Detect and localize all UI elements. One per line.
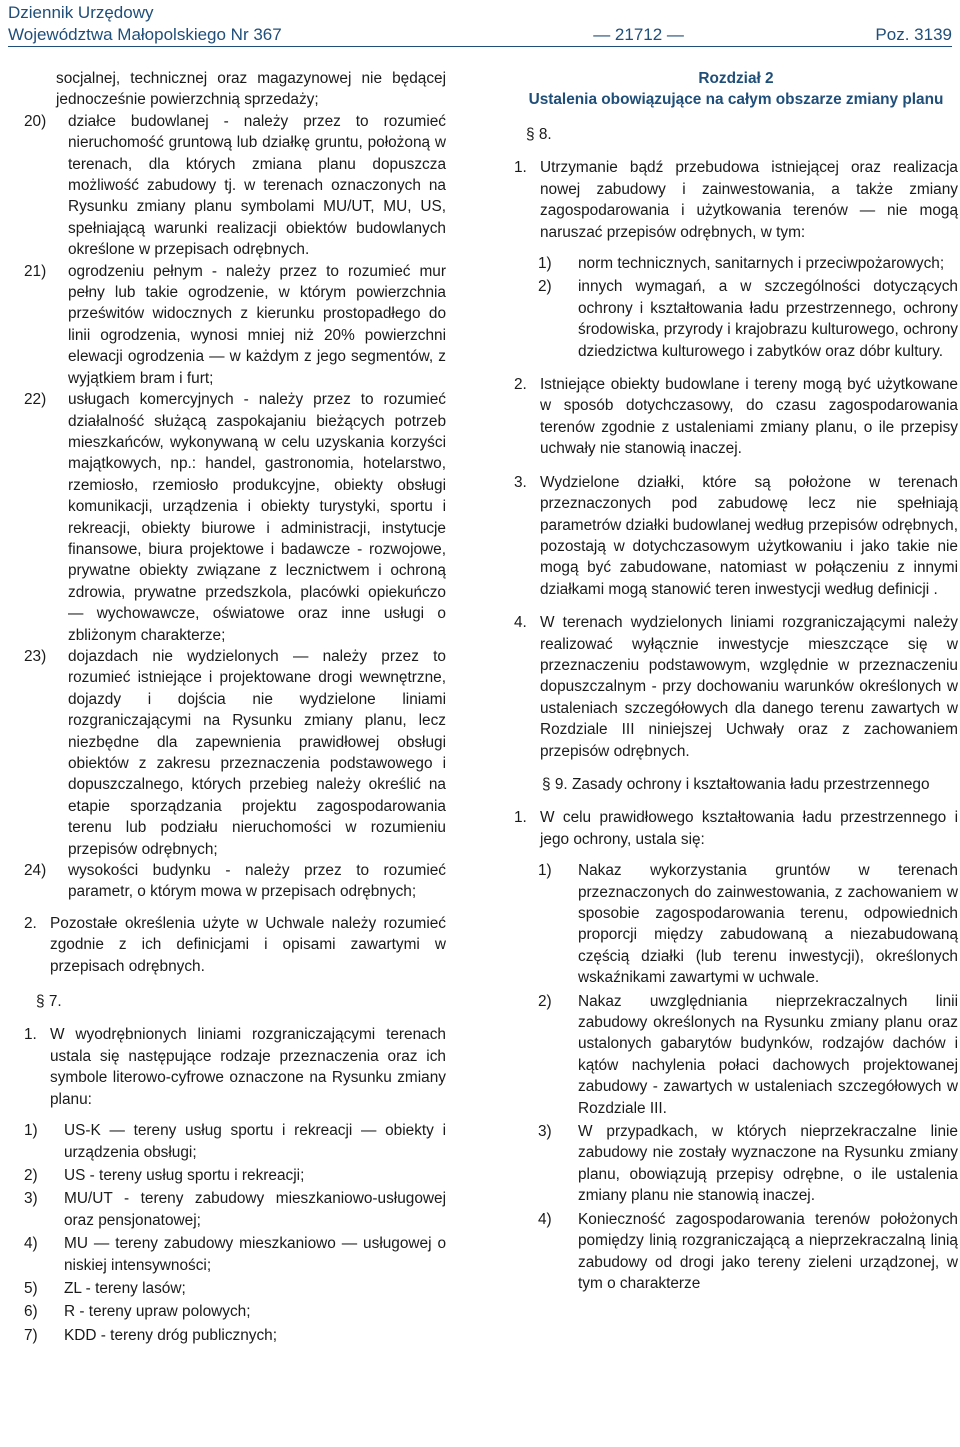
paragraph-number: 1. xyxy=(514,809,527,827)
paragraph-number: 4. xyxy=(514,614,527,632)
list-item xyxy=(538,276,958,362)
list-item xyxy=(24,1301,446,1322)
list-item-text: KDD - tereny dróg publicznych; xyxy=(64,1326,277,1344)
chapter-title: Rozdział 2 xyxy=(698,70,774,87)
left-column xyxy=(24,68,446,1346)
zones-list xyxy=(24,1120,446,1346)
list-item-text: Nakaz uwzględniania nieprzekraczalnych linii zabudowy określonych na Rysunku zmiany planu oraz ustalonych gabarytów budynków, rodzajów dachów i kątów nachylenia połaci dachowych projektowanej zabudowy - zawartych w ustaleniach szczegółowych w Rozdziale III. xyxy=(578,992,958,1117)
list-item-text: innych wymagań, a w szczególności dotyczących ochrony i kształtowania ładu przestrzennego, ochrony środowiska, przyrody i krajobrazu kulturowego, ochrony dziedzictwa kulturowego i zabytków oraz dóbr kultury. xyxy=(578,278,958,360)
position-number: Poz. 3139 xyxy=(875,25,952,44)
list-item xyxy=(538,860,958,988)
paragraph-number: 1. xyxy=(514,159,527,177)
page-number: — 21712 — xyxy=(593,25,684,44)
list-item-number: 5) xyxy=(24,1279,38,1297)
list-item xyxy=(24,1165,446,1186)
spacer xyxy=(24,1110,446,1118)
list-item-text: R - tereny upraw polowych; xyxy=(64,1303,251,1321)
list-item-text: norm technicznych, sanitarnych i przeciwpożarowych; xyxy=(578,255,945,273)
list-item xyxy=(24,261,446,389)
list-item-text: MU/UT - tereny zabudowy mieszkaniowo-usługowej oraz pensjonatowej; xyxy=(64,1190,446,1229)
list-item-number: 24) xyxy=(24,862,47,880)
paragraph-8-1 xyxy=(514,157,958,243)
paragraph-8-3 xyxy=(514,472,958,600)
list-item xyxy=(24,1233,446,1276)
paragraph-number: 2. xyxy=(24,914,37,932)
paragraph-9-1 xyxy=(514,807,958,850)
list-item-text: wysokości budynku - należy przez to rozumieć parametr, o którym mowa w przepisach odrębnych; xyxy=(68,862,446,901)
header-row xyxy=(8,24,952,46)
spacer xyxy=(514,600,958,608)
list-item xyxy=(24,860,446,903)
definitions-list xyxy=(24,111,446,903)
list-item-number: 2) xyxy=(24,1166,38,1184)
spacer xyxy=(514,795,958,803)
paragraph-number: 2. xyxy=(514,376,527,394)
list-item-text: MU — tereny zabudowy mieszkaniowo — usługowej o niskiej intensywności; xyxy=(64,1235,446,1274)
list-item-text: dojazdach nie wydzielonych — należy przez to rozumieć istniejące i projektowane drogi wewnętrzne, dojazdy i dojścia nie wydzielone liniami rozgraniczającymi na Rysunku zmiany planu, lecz niezbędne dla zapewnienia prawidłowej obsługi obiektów z zakresu przeznaczenia podstawowego i dopuszczalnego, których przebieg należy określić na etapie sporządzania projektu zagospodarowania terenu lub podziału nieruchomości w rozumieniu przepisów odrębnych; xyxy=(68,647,446,858)
paragraph-text: W celu prawidłowego kształtowania ładu przestrzennego i jego ochrony, ustala się: xyxy=(540,809,958,848)
paragraph-number: 1. xyxy=(24,1026,37,1044)
list-item xyxy=(538,1209,958,1295)
list-item xyxy=(24,1325,446,1346)
list-item-number: 1) xyxy=(538,255,552,273)
paragraph-text: W terenach wydzielonych liniami rozgraniczającymi należy realizować wyłącznie inwestycje mieszczące się w przeznaczeniu podstawowym, względnie w przeznaczeniu dopuszczalnym - przy dochowaniu warunków określonych w ustaleniach szczegółowych dla danego terenu zawartych w Rozdziale III niniejszej Uchwały oraz z zachowaniem przepisów odrębnych. xyxy=(540,614,958,760)
spacer xyxy=(514,243,958,251)
paragraph-number: 3. xyxy=(514,473,527,491)
chapter-subtitle: Ustalenia obowiązujące na całym obszarze zmiany planu xyxy=(528,91,944,108)
list-item-number: 23) xyxy=(24,647,47,665)
list-item-number: 1) xyxy=(24,1122,38,1140)
list-item-text: ogrodzeniu pełnym - należy przez to rozumieć mur pełny lub takie ogrodzenie, w którym powierzchnia prześwitów widocznych z kierunku prostopadłego do linii ogrodzenia, wynosi mniej niż 20% powierzchni elewacji ogrodzenia — w każdym z jego segmentów, z wyjątkiem bram i furt; xyxy=(68,262,446,387)
list-item xyxy=(24,1278,446,1299)
list-item-number: 1) xyxy=(538,862,552,880)
list-item-text: działce budowlanej - należy przez to rozumieć nieruchomość gruntową lub działkę gruntu, położoną w terenach, dla których zmiana planu dopuszcza możliwość zabudowy tj. w terenach oznaczonych na Rysunku zmiany planu symbolami MU/UT, MU, US, spełniającą warunki realizacji obiektów budowlanych określone w przepisach odrębnych. xyxy=(68,112,446,259)
list-item-number: 20) xyxy=(24,112,47,130)
spacer xyxy=(514,362,958,370)
paragraph-text: Utrzymanie bądź przebudowa istniejącej oraz realizacja nowej zabudowy i zainwestowania, a także zmiany zagospodarowania i użytkowania terenów — nie mogą naruszać przepisów odrębnych, w tym: xyxy=(540,159,958,241)
paragraph-text: Wydzielone działki, które są położone w terenach przeznaczonych pod zabudowę lecz nie spełniają parametrów działki budowlanej według przepisów odrębnych, pozostają w dotychczasowym użytkowaniu i jako takie nie mogą być zabudowane, natomiast w połączeniu z innymi działkami mogą stanowić teren inwestycji według definicji . xyxy=(540,473,958,598)
list-item xyxy=(24,646,446,860)
journal-title: Dziennik Urzędowy xyxy=(8,3,154,22)
list-item-text: Konieczność zagospodarowania terenów położonych pomiędzy linią rozgraniczającą a nieprzekraczalną linią zabudowy od drogi jako tereny zieleni urządzonej, w tym o charakterze xyxy=(578,1210,958,1292)
paragraph-text: Pozostałe określenia użyte w Uchwale należy rozumieć zgodnie z ich definicjami i opisami zawartymi w przepisach odrębnych. xyxy=(50,914,446,975)
paragraph-9-1-list xyxy=(538,860,958,1294)
paragraph-text: Istniejące obiekty budowlane i tereny mogą być użytkowane w sposób dotychczasowy, do czasu zagospodarowania terenów zgodnie z ustaleniami zmiany planu, o ile przepisy uchwały nie stanowią inaczej. xyxy=(540,376,958,458)
list-item-number: 2) xyxy=(538,992,552,1010)
list-item-number: 3) xyxy=(24,1190,38,1208)
section-7-mark: § 7. xyxy=(36,993,62,1011)
list-item xyxy=(538,991,958,1119)
list-item-number: 3) xyxy=(538,1123,552,1141)
list-item-text: usługach komercyjnych - należy przez to rozumieć działalność służącą zaspokajaniu bieżących potrzeb mieszkańców, wykonywaną w celu uzyskania korzyści majątkowych, np.: handel, gastronomia, hotelarstwo, rzemiosło, rzemiosło produkcyjne, obiekty obsługi komunikacji, urządzenia i obiekty turystyki, sportu i rekreacji, obiekty biurowe i administracji, instytucje finansowe, biura projektowe i badawcze - rozwojowe, prywatne obiekty związane z lecznictwem i ochroną zdrowia, prywatne przedszkola, placówki opiekuńczo — wychowawcze, oświatowe oraz inne usługi o zbliżonym charakterze; xyxy=(68,391,446,644)
section-9-heading: § 9. Zasady ochrony i kształtowania ładu przestrzennego xyxy=(542,775,930,793)
list-item xyxy=(538,253,958,274)
list-item xyxy=(24,1120,446,1163)
list-item xyxy=(24,1188,446,1231)
list-item-number: 4) xyxy=(24,1235,38,1253)
header-rule xyxy=(8,46,952,47)
list-item-number: 4) xyxy=(538,1210,552,1228)
list-item-text: W przypadkach, w których nieprzekraczalne linie zabudowy nie zostały wyznaczone na Rysunku zmiany planu, obowiązują przepisy odrębne, o ile ustalenia zmiany planu nie stanowią inaczej. xyxy=(578,1123,958,1205)
list-item-text: US-K — tereny usług sportu i rekreacji — obiekty i urządzenia obsługi; xyxy=(64,1122,446,1161)
list-item-number: 7) xyxy=(24,1326,38,1344)
paragraph-8-1-list xyxy=(538,253,958,362)
list-item-number: 22) xyxy=(24,391,47,409)
list-item-number: 21) xyxy=(24,262,47,280)
list-item-text: Nakaz wykorzystania gruntów w terenach przeznaczonych do zainwestowania, z zachowaniem w sposobie zagospodarowania terenu, odpowiednich proporcji między zabudowaną a niezabudowaną częścią działki (lub terenu inwestycji), określonych wskaźnikami zawartymi w uchwale. xyxy=(578,862,958,987)
intro-text: socjalnej, technicznej oraz magazynowej nie będącej jednocześnie powierzchnią sprzedaży; xyxy=(56,70,446,109)
list-item-text: ZL - tereny lasów; xyxy=(64,1279,186,1297)
spacer xyxy=(514,460,958,468)
right-column xyxy=(514,68,958,1294)
page-header xyxy=(8,2,952,46)
paragraph-7-1 xyxy=(24,1024,446,1110)
paragraph-text: W wyodrębnionych liniami rozgraniczającymi terenach ustala się następujące rodzaje przeznaczenia oraz ich symbole literowo-cyfrowe oznaczone na Rysunku zmiany planu: xyxy=(50,1026,446,1108)
paragraph-8-2 xyxy=(514,374,958,460)
spacer xyxy=(514,850,958,858)
list-item-text: US - tereny usług sportu i rekreacji; xyxy=(64,1166,305,1184)
section-8-mark: § 8. xyxy=(526,126,552,143)
list-item xyxy=(538,1121,958,1207)
list-item-number: 2) xyxy=(538,278,552,296)
journal-issue: Województwa Małopolskiego Nr 367 xyxy=(8,25,282,44)
paragraph-8-4 xyxy=(514,612,958,762)
paragraph-2 xyxy=(24,913,446,977)
list-item xyxy=(24,111,446,261)
list-item xyxy=(24,389,446,646)
list-item-number: 6) xyxy=(24,1303,38,1321)
